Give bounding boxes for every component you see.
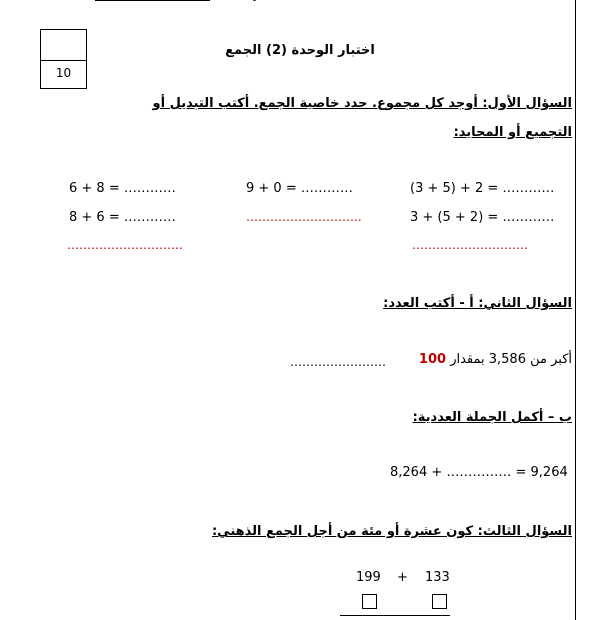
expr-6-plus-8: 6 + 8 = …………	[69, 181, 176, 196]
q3-number-left: 199	[356, 570, 381, 585]
page-title: اختبار الوحدة (2) الجمع	[225, 43, 375, 58]
q1-instruction-line2: التجميع أو المحايد:	[453, 125, 572, 140]
q3-number-right: 133	[425, 570, 450, 585]
top-header-dot	[253, 0, 256, 1]
q2-a-line	[419, 352, 572, 367]
q3-box-right[interactable]	[432, 594, 447, 609]
q3-answer-line	[340, 615, 450, 616]
q2-b-equation: 8,264 + …………… = 9,264	[390, 465, 568, 480]
expr-assoc-2: 3 + (5 + 2) = …………	[410, 210, 555, 225]
expr-9-plus-0: 9 + 0 = …………	[246, 181, 353, 196]
q2-a-text: أكبر من 3,586 بمقدار	[450, 352, 572, 367]
q2-a-blank: ……………………	[290, 355, 386, 369]
q2-b-heading: ب – أكمل الجملة العددية:	[412, 410, 572, 425]
q2-a-amount: 100	[418, 352, 447, 367]
answer-blank-2: ………………………..	[246, 210, 362, 224]
expr-assoc-1: (3 + 5) + 2 = …………	[410, 181, 555, 196]
score-box-divider	[41, 60, 86, 61]
q2-heading: السؤال الثاني: أ - أكتب العدد:	[383, 296, 572, 311]
q1-instruction-line1: السؤال الأول: أوجد كل مجموع. حدد خاصية الجمع. أكتب التبديل أو	[152, 96, 572, 111]
q3-heading: السؤال الثالث: كون عشرة أو مئة من أجل الجمع الذهني:	[211, 524, 572, 539]
score-box	[40, 29, 87, 89]
expr-8-plus-6: 8 + 6 = …………	[69, 210, 176, 225]
page-margin-rule	[575, 0, 576, 620]
top-header-line	[95, 0, 210, 1]
answer-blank-1: ………………………..	[67, 238, 183, 252]
q3-box-left[interactable]	[362, 594, 377, 609]
score-value: 10	[55, 66, 72, 80]
answer-blank-3: ………………………..	[412, 238, 528, 252]
q3-plus-sign: +	[397, 570, 408, 585]
